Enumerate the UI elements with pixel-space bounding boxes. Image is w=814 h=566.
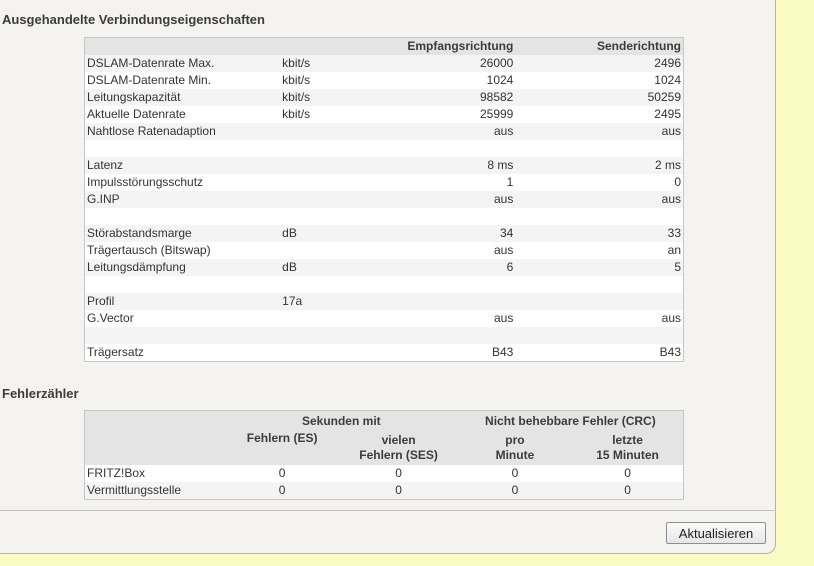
error-row-label: Vermittlungsstelle [85, 482, 225, 500]
value-down: aus [343, 310, 515, 327]
value-15min: 0 [572, 482, 683, 500]
value-up: aus [515, 123, 683, 140]
property-label: Profil [85, 293, 281, 310]
property-unit [280, 191, 343, 208]
value-down: 26000 [343, 55, 515, 72]
property-unit [280, 242, 343, 259]
col-15min-line2: 15 Minuten [596, 448, 659, 462]
table-row [85, 327, 684, 344]
col-min-line2: Minute [495, 448, 535, 462]
property-label: G.INP [85, 191, 281, 208]
value-up [515, 140, 683, 157]
value-per-minute: 0 [458, 482, 572, 500]
value-up: 2496 [515, 55, 683, 72]
property-unit: kbit/s [280, 106, 343, 123]
value-up: 2495 [515, 106, 683, 123]
property-label: Leitungskapazität [85, 89, 281, 106]
col-15min-line1: letzte [612, 433, 643, 447]
value-up: 5 [515, 259, 683, 276]
table-row [85, 482, 684, 500]
property-unit [280, 310, 343, 327]
value-down: 98582 [343, 89, 515, 106]
table-row [85, 157, 684, 174]
value-up: 50259 [515, 89, 683, 106]
property-label: Aktuelle Datenrate [85, 106, 281, 123]
value-down: aus [343, 123, 515, 140]
table-row [85, 242, 684, 259]
property-label: Nahtlose Ratenadaption [85, 123, 281, 140]
value-down: aus [343, 191, 515, 208]
value-down: 1024 [343, 72, 515, 89]
col-es-text: Fehlern (ES) [246, 431, 318, 445]
header-unit [280, 38, 343, 56]
table-row [85, 106, 684, 123]
col-ses-line2: Fehlern (SES) [359, 448, 438, 462]
table-row [85, 208, 684, 225]
value-down [343, 327, 515, 344]
value-up: aus [515, 310, 683, 327]
property-label: DSLAM-Datenrate Max. [85, 55, 281, 72]
property-label: Trägersatz [85, 344, 281, 362]
value-up [515, 327, 683, 344]
value-down: 34 [343, 225, 515, 242]
value-per-minute: 0 [458, 465, 572, 482]
property-unit: kbit/s [280, 72, 343, 89]
table-header-row [85, 38, 684, 56]
value-up: 2 ms [515, 157, 683, 174]
property-unit [280, 344, 343, 362]
column-header-row [85, 431, 684, 465]
value-up [515, 276, 683, 293]
property-unit: 17a [280, 293, 343, 310]
col-empty [85, 431, 225, 465]
table-row [85, 259, 684, 276]
table-row [85, 310, 684, 327]
header-empty [85, 38, 281, 56]
table-row [85, 225, 684, 242]
header-down: Empfangsrichtung [343, 38, 515, 56]
group-crc: Nicht behebbare Fehler (CRC) [458, 411, 684, 432]
property-label [85, 327, 281, 344]
value-down: 25999 [343, 106, 515, 123]
property-unit: kbit/s [280, 55, 343, 72]
property-label: Trägertausch (Bitswap) [85, 242, 281, 259]
table-row [85, 72, 684, 89]
property-label: DSLAM-Datenrate Min. [85, 72, 281, 89]
value-up: B43 [515, 344, 683, 362]
value-es: 0 [225, 482, 340, 500]
connection-properties-heading: Ausgehandelte Verbindungseigenschaften [2, 12, 265, 27]
table-row [85, 293, 684, 310]
value-down [343, 276, 515, 293]
property-unit: kbit/s [280, 89, 343, 106]
value-down: 1 [343, 174, 515, 191]
col-min [458, 431, 572, 465]
table-row [85, 174, 684, 191]
col-ses [339, 431, 457, 465]
table-row [85, 140, 684, 157]
property-label: Störabstandsmarge [85, 225, 281, 242]
value-15min: 0 [572, 465, 683, 482]
value-down [343, 140, 515, 157]
value-down: B43 [343, 344, 515, 362]
value-down: aus [343, 242, 515, 259]
value-up: an [515, 242, 683, 259]
value-ses: 0 [339, 465, 457, 482]
value-up: 1024 [515, 72, 683, 89]
refresh-button[interactable]: Aktualisieren [666, 522, 766, 544]
col-min-line1: pro [505, 433, 525, 447]
header-up: Senderichtung [515, 38, 683, 56]
table-row [85, 465, 684, 482]
value-up: 33 [515, 225, 683, 242]
property-label: Latenz [85, 157, 281, 174]
property-unit: dB [280, 259, 343, 276]
group-seconds: Sekunden mit [225, 411, 458, 432]
value-up: 0 [515, 174, 683, 191]
group-header-row [85, 411, 684, 432]
table-row [85, 123, 684, 140]
connection-properties-table [84, 37, 684, 362]
value-es: 0 [225, 465, 340, 482]
value-down [343, 293, 515, 310]
error-row-label: FRITZ!Box [85, 465, 225, 482]
property-label: G.Vector [85, 310, 281, 327]
property-label [85, 140, 281, 157]
property-unit [280, 157, 343, 174]
value-down: 8 ms [343, 157, 515, 174]
property-unit [280, 208, 343, 225]
error-counter-heading: Fehlerzähler [2, 386, 79, 401]
col-15min [572, 431, 683, 465]
error-body [85, 465, 684, 500]
value-down: 6 [343, 259, 515, 276]
table-row [85, 55, 684, 72]
value-ses: 0 [339, 482, 457, 500]
property-label [85, 208, 281, 225]
value-up [515, 208, 683, 225]
value-up [515, 293, 683, 310]
table-row [85, 276, 684, 293]
property-unit [280, 140, 343, 157]
table-row [85, 344, 684, 362]
error-counter-table [84, 410, 684, 500]
properties-body [85, 55, 684, 362]
property-label [85, 276, 281, 293]
property-unit [280, 174, 343, 191]
table-row [85, 191, 684, 208]
divider [0, 510, 776, 511]
col-ses-line1: vielen [381, 433, 416, 447]
property-unit [280, 123, 343, 140]
value-down [343, 208, 515, 225]
group-empty [85, 411, 225, 432]
property-label: Impulsstörungsschutz [85, 174, 281, 191]
property-unit [280, 327, 343, 344]
col-es [225, 431, 340, 465]
property-unit: dB [280, 225, 343, 242]
table-row [85, 89, 684, 106]
value-up: aus [515, 191, 683, 208]
property-label: Leitungsdämpfung [85, 259, 281, 276]
property-unit [280, 276, 343, 293]
